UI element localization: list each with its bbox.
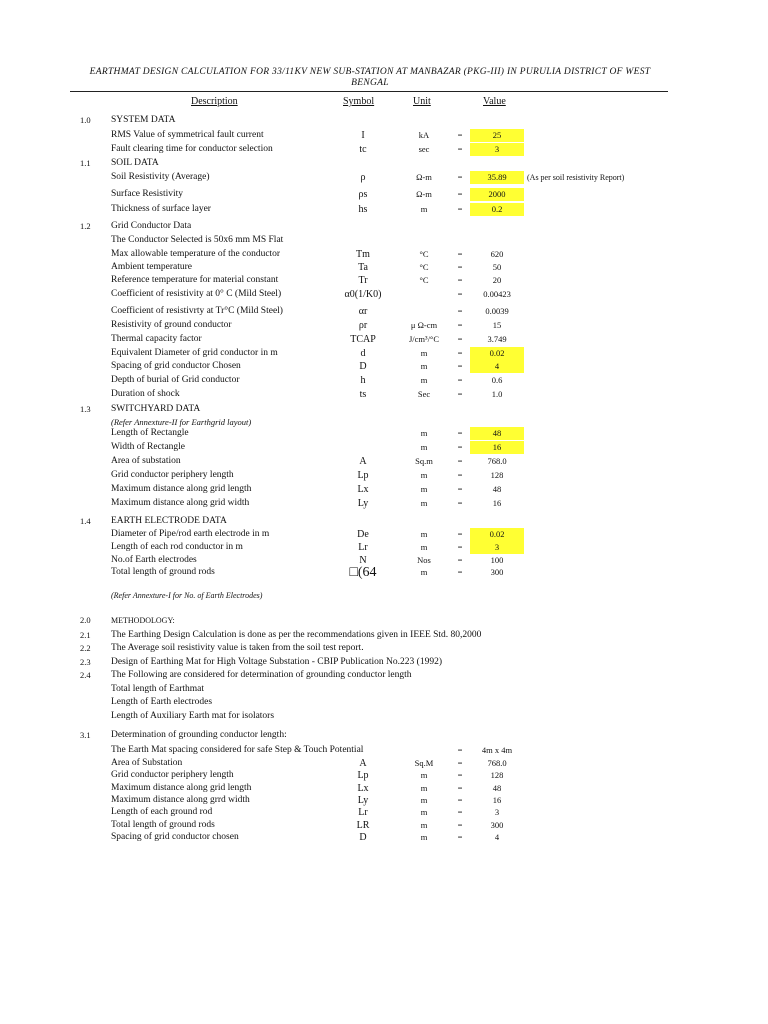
row-unit: m (420, 783, 428, 793)
row-symbol: hs (358, 204, 368, 215)
row-symbol: LR (356, 820, 370, 831)
row-number: 2.4 (80, 670, 91, 680)
row-value: 0.6 (491, 375, 503, 385)
row-equals: = (457, 375, 463, 385)
table-row (0, 744, 768, 757)
row-unit: m (420, 542, 428, 552)
row-value: 35.89 (470, 171, 524, 184)
row-description: The Average soil resistivity value is taken from the soil test report. (111, 643, 364, 653)
row-equals: = (457, 770, 463, 780)
header-symbol: Symbol (343, 96, 375, 107)
row-value: 2000 (470, 188, 524, 201)
row-equals: = (457, 389, 463, 399)
row-symbol: Lx (357, 783, 369, 794)
row-description: Length of each ground rod (111, 807, 213, 817)
table-row (0, 683, 768, 696)
row-value: 128 (490, 770, 504, 780)
row-value: 768.0 (487, 456, 507, 466)
row-symbol: N (359, 555, 367, 566)
row-description: Thermal capacity factor (111, 334, 202, 344)
row-value: 15 (492, 320, 502, 330)
row-number: 1.1 (80, 158, 91, 168)
row-equals: = (457, 289, 463, 299)
table-row (0, 497, 768, 510)
row-description: SYSTEM DATA (111, 115, 176, 125)
row-unit: J/cm³/°C (408, 334, 440, 344)
row-description: Soil Resistivity (Average) (111, 172, 210, 182)
table-row (0, 248, 768, 261)
table-row (0, 455, 768, 468)
row-number: 1.4 (80, 516, 91, 526)
row-symbol: ρ (360, 172, 366, 183)
row-symbol: Lx (357, 484, 369, 495)
row-value: 0.02 (470, 347, 524, 360)
table-row (0, 188, 768, 201)
row-description: Coefficient of resistivity at 0° C (Mild Steel) (111, 289, 282, 299)
row-unit: °C (419, 249, 429, 259)
row-description: Spacing of grid conductor chosen (111, 832, 239, 842)
row-value: 50 (492, 262, 502, 272)
row-equals: = (457, 320, 463, 330)
row-equals: = (457, 428, 463, 438)
row-equals: = (457, 529, 463, 539)
table-row (0, 333, 768, 346)
row-description: No.of Earth electrodes (111, 555, 197, 565)
row-symbol: ts (359, 389, 367, 400)
row-description: Area of substation (111, 456, 181, 466)
row-unit: m (420, 529, 428, 539)
row-value: 3 (470, 143, 524, 156)
row-description: Grid conductor periphery length (111, 770, 234, 780)
row-description: Width of Rectangle (111, 442, 186, 452)
table-row (0, 347, 768, 360)
row-description: Length of Auxiliary Earth mat for isolators (111, 711, 275, 721)
row-equals: = (457, 144, 463, 154)
row-value: 48 (470, 427, 524, 440)
table-row (0, 203, 768, 216)
row-value: 0.02 (470, 528, 524, 541)
row-description: Maximum distance along grid length (111, 484, 252, 494)
row-description: Determination of grounding conductor length: (111, 730, 287, 740)
row-description: Length of Earth electrodes (111, 697, 213, 707)
header-value: Value (483, 96, 506, 107)
table-row (0, 566, 768, 579)
row-unit: Ω-m (416, 172, 432, 182)
header-description: Description (191, 96, 238, 107)
row-equals: = (457, 262, 463, 272)
row-description: Total length of ground rods (111, 820, 215, 830)
row-description: Length of each rod conductor in m (111, 542, 243, 552)
row-symbol: □(64 (349, 565, 377, 580)
row-note: (As per soil resistivity Report) (527, 173, 625, 182)
table-row (0, 234, 768, 247)
row-equals: = (457, 442, 463, 452)
table-row (0, 403, 768, 416)
row-equals: = (457, 542, 463, 552)
row-value: 3 (470, 541, 524, 554)
row-description: Duration of shock (111, 389, 180, 399)
row-unit: m (420, 361, 428, 371)
title-rule (70, 91, 668, 92)
row-value: 20 (492, 275, 502, 285)
row-description: Reference temperature for material constant (111, 275, 279, 285)
row-equals: = (457, 745, 463, 755)
row-equals: = (457, 832, 463, 842)
row-unit: m (420, 442, 428, 452)
row-value: 300 (490, 820, 504, 830)
row-symbol: Tr (358, 275, 368, 286)
table-row (0, 441, 768, 454)
row-equals: = (457, 306, 463, 316)
row-equals: = (457, 456, 463, 466)
row-unit: m (420, 820, 428, 830)
row-unit: sec (418, 144, 430, 154)
row-value: 0.00423 (483, 289, 511, 299)
table-row (0, 157, 768, 170)
row-value: 16 (492, 498, 502, 508)
row-value: 1.0 (491, 389, 503, 399)
row-description: Total length of ground rods (111, 567, 215, 577)
row-value: 3 (494, 807, 500, 817)
table-row (0, 589, 768, 602)
row-description: The Earthing Design Calculation is done as per the recommendations given in IEEE Std. 80,2000 (111, 630, 482, 640)
row-equals: = (457, 275, 463, 285)
table-row (0, 769, 768, 782)
row-description: Coefficient of resistivrty at Tr°C (Mild Steel) (111, 306, 283, 316)
row-equals: = (457, 189, 463, 199)
row-symbol: tc (359, 144, 367, 155)
row-equals: = (457, 249, 463, 259)
row-description: (Refer Annexture-II for Earthgrid layout) (111, 417, 252, 427)
row-symbol: D (359, 361, 367, 372)
row-description: Ambient temperature (111, 262, 192, 272)
table-row (0, 143, 768, 156)
row-description: Design of Earthing Mat for High Voltage Substation - CBIP Publication No.223 (1992) (111, 657, 442, 667)
table-row (0, 261, 768, 274)
row-description: The Earth Mat spacing considered for safe Step & Touch Potential (111, 745, 364, 755)
document-title: EARTHMAT DESIGN CALCULATION FOR 33/11KV NEW SUB-STATION AT MANBAZAR (PKG-III) IN PURULIA DISTRICT OF WEST BENGAL (89, 67, 651, 88)
table-row (0, 305, 768, 318)
table-row (0, 629, 768, 642)
row-equals: = (457, 348, 463, 358)
row-unit: m (420, 375, 428, 385)
row-number: 2.0 (80, 615, 91, 625)
row-symbol: Lr (358, 542, 368, 553)
row-symbol: Ta (358, 262, 368, 273)
row-symbol: Ly (357, 795, 369, 806)
table-row (0, 515, 768, 528)
row-number: 1.0 (80, 115, 91, 125)
row-symbol: ρr (358, 320, 368, 331)
row-description: Resistivity of ground conductor (111, 320, 232, 330)
table-row (0, 274, 768, 287)
row-value: 3.749 (487, 334, 507, 344)
table-row (0, 656, 768, 669)
row-equals: = (457, 783, 463, 793)
row-symbol: Lr (358, 807, 368, 818)
row-value: 4 (494, 832, 500, 842)
row-description: Diameter of Pipe/rod earth electrode in m (111, 529, 270, 539)
row-unit: °C (419, 275, 429, 285)
row-description: The Following are considered for determination of grounding conductor length (111, 670, 412, 680)
row-value: 4 (470, 360, 524, 373)
row-description: Maximum distance along grid width (111, 498, 250, 508)
row-description: Grid Conductor Data (111, 221, 192, 231)
row-description: (Refer Annexture-I for No. of Earth Electrodes) (111, 591, 263, 600)
row-number: 2.2 (80, 643, 91, 653)
table-row (0, 129, 768, 142)
row-description: Area of Substation (111, 758, 183, 768)
row-unit: kA (418, 130, 430, 140)
row-equals: = (457, 567, 463, 577)
row-value: 16 (492, 795, 502, 805)
row-unit: m (420, 470, 428, 480)
row-description: SWITCHYARD DATA (111, 404, 201, 414)
row-unit: m (420, 484, 428, 494)
table-row (0, 374, 768, 387)
row-description: Grid conductor periphery length (111, 470, 234, 480)
row-equals: = (457, 130, 463, 140)
row-unit: m (420, 795, 428, 805)
row-unit: m (420, 807, 428, 817)
row-equals: = (457, 334, 463, 344)
row-equals: = (457, 807, 463, 817)
row-symbol: h (360, 375, 366, 386)
row-value: 4m x 4m (481, 745, 513, 755)
row-unit: Sec (417, 389, 431, 399)
row-equals: = (457, 498, 463, 508)
row-symbol: TCAP (350, 334, 376, 345)
row-value: 100 (490, 555, 504, 565)
table-row (0, 806, 768, 819)
row-equals: = (457, 204, 463, 214)
row-symbol: D (359, 832, 367, 843)
table-row (0, 319, 768, 332)
row-number: 2.3 (80, 657, 91, 667)
table-row (0, 114, 768, 127)
row-number: 1.2 (80, 221, 91, 231)
row-description: Depth of burial of Grid conductor (111, 375, 240, 385)
row-equals: = (457, 470, 463, 480)
row-symbol: α0(1/K0) (344, 289, 382, 300)
table-row (0, 469, 768, 482)
row-unit: m (420, 348, 428, 358)
row-symbol: Ly (357, 498, 369, 509)
row-description: The Conductor Selected is 50x6 mm MS Flat (111, 235, 284, 245)
row-unit: μ Ω-cm (410, 320, 438, 330)
row-unit: m (420, 428, 428, 438)
row-description: Max allowable temperature of the conductor (111, 249, 281, 259)
row-description: Spacing of grid conductor Chosen (111, 361, 241, 371)
row-description: Maximum distance along grid length (111, 783, 252, 793)
row-value: 48 (492, 783, 502, 793)
row-equals: = (457, 172, 463, 182)
row-value: 48 (492, 484, 502, 494)
table-row (0, 388, 768, 401)
row-symbol: A (359, 456, 367, 467)
row-unit: m (420, 832, 428, 842)
row-equals: = (457, 555, 463, 565)
row-symbol: De (357, 529, 369, 540)
table-row (0, 710, 768, 723)
row-unit: Sq.M (414, 758, 434, 768)
row-description: Fault clearing time for conductor selection (111, 144, 273, 154)
row-equals: = (457, 484, 463, 494)
row-value: 768.0 (487, 758, 507, 768)
row-unit: Nos (417, 555, 431, 565)
row-description: SOIL DATA (111, 158, 159, 168)
row-symbol: A (359, 758, 367, 769)
table-row (0, 528, 768, 541)
row-value: 0.2 (470, 203, 524, 216)
table-row (0, 642, 768, 655)
row-symbol: d (360, 348, 366, 359)
row-description: METHODOLOGY: (111, 616, 175, 625)
table-row (0, 669, 768, 682)
row-description: Thickness of surface layer (111, 204, 211, 214)
table-row (0, 360, 768, 373)
row-equals: = (457, 758, 463, 768)
table-row (0, 831, 768, 844)
table-row (0, 220, 768, 233)
row-unit: m (420, 204, 428, 214)
row-symbol: Tm (356, 249, 370, 260)
row-unit: m (420, 770, 428, 780)
row-number: 1.3 (80, 404, 91, 414)
table-row (0, 483, 768, 496)
row-unit: m (420, 498, 428, 508)
table-row (0, 288, 768, 301)
row-value: 25 (470, 129, 524, 142)
row-number: 2.1 (80, 630, 91, 640)
row-symbol: Lp (357, 470, 369, 481)
row-value: 128 (490, 470, 504, 480)
row-description: Maximum distance along grrd width (111, 795, 250, 805)
row-equals: = (457, 795, 463, 805)
row-symbol: αr (358, 306, 368, 317)
row-description: Total length of Earthmat (111, 684, 204, 694)
row-symbol: I (361, 130, 365, 141)
row-unit: m (420, 567, 428, 577)
row-description: RMS Value of symmetrical fault current (111, 130, 264, 140)
table-row (0, 729, 768, 742)
row-description: EARTH ELECTRODE DATA (111, 516, 227, 526)
table-row (0, 614, 768, 627)
row-symbol: Lp (357, 770, 369, 781)
row-description: Equivalent Diameter of grid conductor in m (111, 348, 278, 358)
table-row (0, 171, 768, 184)
row-value: 300 (490, 567, 504, 577)
row-symbol: ρs (358, 189, 368, 200)
row-description: Length of Rectangle (111, 428, 189, 438)
table-row (0, 696, 768, 709)
header-unit: Unit (413, 96, 431, 107)
row-equals: = (457, 361, 463, 371)
row-number: 3.1 (80, 730, 91, 740)
row-value: 0.0039 (485, 306, 509, 316)
row-equals: = (457, 820, 463, 830)
row-unit: Ω-m (416, 189, 432, 199)
row-value: 620 (490, 249, 504, 259)
row-description: Surface Resistivity (111, 189, 184, 199)
row-unit: °C (419, 262, 429, 272)
table-row (0, 541, 768, 554)
row-value: 16 (470, 441, 524, 454)
row-unit: Sq.m (415, 456, 433, 466)
table-row (0, 427, 768, 440)
